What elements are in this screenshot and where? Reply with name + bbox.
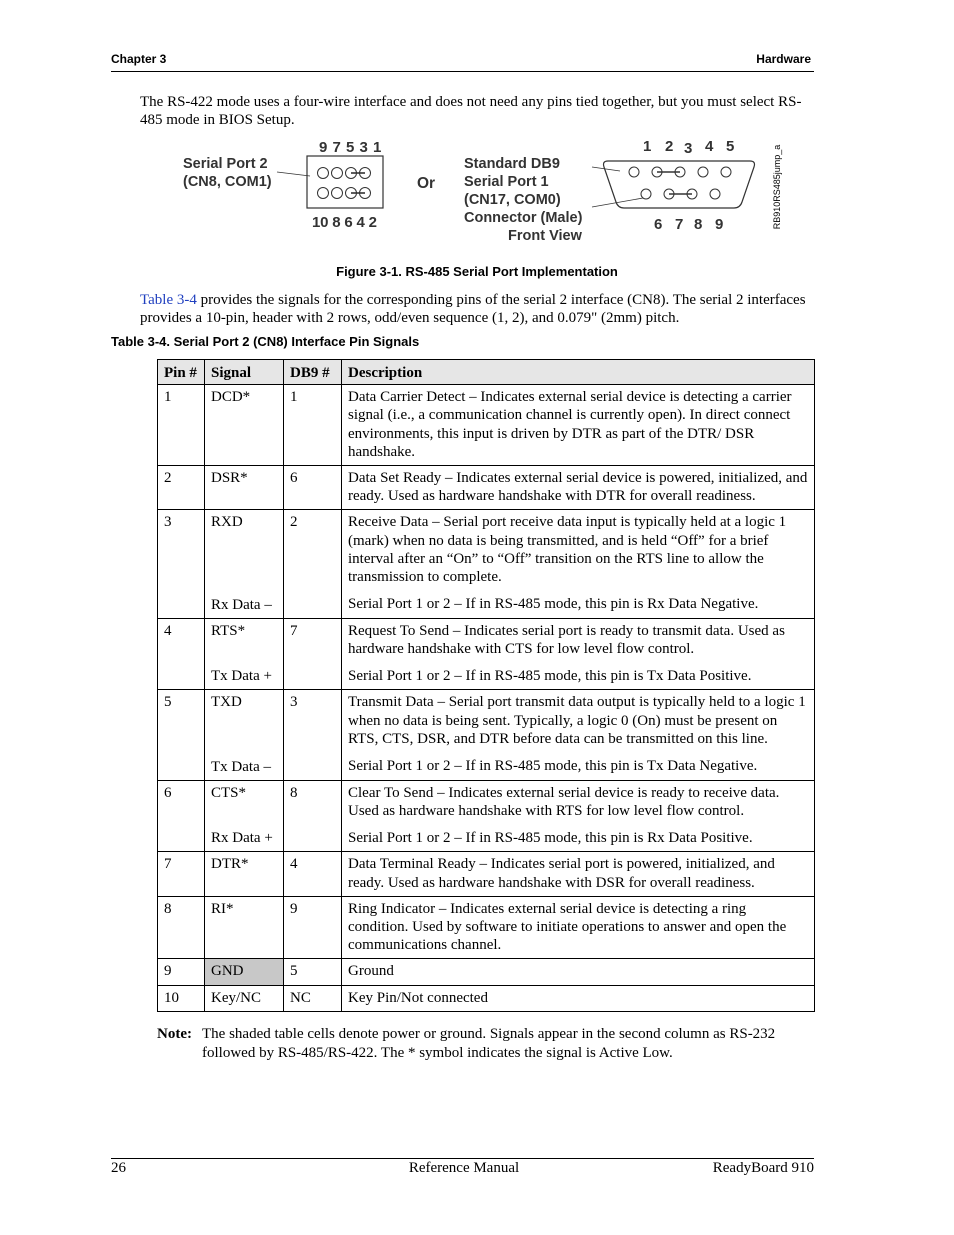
signal-name: RXD	[211, 514, 243, 531]
description-text: Data Terminal Ready – Indicates serial port is powered, initialized, and ready. Used as hardware handshake with DSR for overall readiness.	[348, 856, 775, 891]
description-cell	[342, 959, 815, 985]
header-db9: DB9 #	[284, 360, 342, 385]
table-row	[158, 985, 815, 1011]
figure: Serial Port 2 (CN8, COM1) 9 7 5 3 1 10 8 6 4 2 Or Standard DB9 Serial Port 1 (CN17, COM0) Connector (Male) Front View 1 2 3 4 5 6 7 8 9 RB910RS485jump_a	[183, 138, 782, 244]
table-row	[158, 690, 815, 780]
table-row	[158, 896, 815, 959]
art-id: RB910RS485jump_a	[772, 144, 782, 230]
signal-cell	[205, 690, 284, 780]
note-text: The shaded table cells denote power or ground. Signals appear in the second column as RS-232 followed by RS-485/RS-422. The * symbol indicates the signal is Active Low.	[202, 1026, 776, 1061]
table-row	[158, 780, 815, 852]
signal-cell	[205, 852, 284, 896]
description-cell	[342, 852, 815, 896]
db9-cell: 8	[284, 780, 342, 852]
description-text: Ring Indicator – Indicates external serial device is detecting a ring condition. Used by software to initiate operations to answer and open the communications channel.	[348, 900, 787, 954]
db9-cell: 9	[284, 896, 342, 959]
section-label: Hardware	[756, 52, 811, 66]
pin-cell: 3	[158, 510, 205, 618]
signal-cell	[205, 780, 284, 852]
figure-caption: Figure 3-1. RS-485 Serial Port Implementation	[336, 264, 618, 279]
signal-cell	[205, 618, 284, 690]
table-row	[158, 510, 815, 618]
header-connector-diagram	[275, 150, 415, 230]
rs485-signal-name: Tx Data +	[211, 668, 272, 685]
db9-cell: NC	[284, 985, 342, 1011]
signal-name: RTS*	[211, 622, 246, 639]
table-row	[158, 959, 815, 985]
pin-cell: 4	[158, 618, 205, 690]
signal-cell	[205, 959, 284, 985]
header-pins	[318, 168, 371, 199]
description-text: Transmit Data – Serial port transmit data output is typically held to a logic 1 when no data is being sent. Typically, a logic 0 (On) must be present on RTS, CTS, DSR, and DTR before data can be transmitted on this line.	[348, 694, 806, 747]
description-text: Receive Data – Serial port receive data input is typically held at a logic 1 (mark) when no data is being transmitted, and is held “Off” for a brief interval after an “On” to “Off” transition on the RTS line to allow the transmission to complete.	[348, 514, 787, 586]
header-rule	[111, 71, 814, 72]
db9-cell: 3	[284, 690, 342, 780]
table-caption: Table 3-4. Serial Port 2 (CN8) Interface Pin Signals	[111, 334, 420, 349]
rs485-description-text: Serial Port 1 or 2 – If in RS-485 mode, this pin is Tx Data Positive.	[348, 668, 752, 685]
footer-product: ReadyBoard 910	[712, 1160, 814, 1176]
table-link[interactable]: Table 3-4	[140, 292, 197, 308]
table-row	[158, 852, 815, 896]
db9-cell: 5	[284, 959, 342, 985]
note	[157, 1025, 817, 1063]
note-label: Note:	[157, 1026, 192, 1042]
pin-cell: 10	[158, 985, 205, 1011]
db9-cell: 2	[284, 510, 342, 618]
pointer-line	[277, 172, 310, 176]
db9-cell: 6	[284, 466, 342, 510]
db9-connector-diagram	[588, 152, 758, 222]
signal-cell	[205, 985, 284, 1011]
description-text: Clear To Send – Indicates external serial device is ready to receive data. Used as hardware handshake with RTS for low level flow control.	[348, 784, 780, 820]
table-row	[158, 466, 815, 510]
signal-name: DSR*	[211, 470, 248, 487]
signal-cell	[205, 510, 284, 618]
rs485-description-text: Serial Port 1 or 2 – If in RS-485 mode, this pin is Tx Data Negative.	[348, 758, 758, 775]
table-row	[158, 385, 815, 466]
pin-signals-table	[157, 359, 815, 1012]
db9-cell: 7	[284, 618, 342, 690]
serial-port2-label: Serial Port 2 (CN8, COM1)	[183, 156, 272, 190]
signal-cell	[205, 896, 284, 959]
description-cell	[342, 466, 815, 510]
signal-cell	[205, 466, 284, 510]
table-row	[158, 618, 815, 690]
pointer-line	[592, 167, 620, 171]
pin-cell: 2	[158, 466, 205, 510]
footer-rule	[111, 1158, 814, 1159]
jumper-links	[351, 173, 365, 193]
header-outline	[307, 156, 383, 208]
pin-cell: 5	[158, 690, 205, 780]
signal-name: Key/NC	[211, 989, 261, 1006]
header-signal: Signal	[205, 360, 284, 385]
rs485-signal-name: Tx Data –	[211, 758, 271, 775]
description-cell	[342, 780, 815, 852]
description-cell	[342, 510, 815, 618]
intro-paragraph: The RS-422 mode uses a four-wire interface and does not need any pins tied together, but you must select RS-485 mode in BIOS Setup.	[140, 94, 802, 128]
header-pin: Pin #	[158, 360, 205, 385]
rs485-description-text: Serial Port 1 or 2 – If in RS-485 mode, this pin is Rx Data Negative.	[348, 596, 759, 613]
description-text: Request To Send – Indicates serial port is ready to transmit data. Used as hardware handshake with CTS for low level flow control.	[348, 622, 785, 658]
signal-name: TXD	[211, 694, 242, 711]
description-cell	[342, 690, 815, 780]
description-text: Data Carrier Detect – Indicates external serial device is detecting a carrier signal (i.e., a communication channel is currently open). In direct connect environments, this input is driven by DTR as part of the DTR/ DSR handshake.	[348, 389, 792, 460]
rs485-signal-name: Rx Data –	[211, 596, 272, 613]
rs485-signal-name: Rx Data +	[211, 830, 273, 847]
table-intro-paragraph: Table 3-4 provides the signals for the corresponding pins of the serial 2 interface (CN8). The serial 2 interfaces provides a 10-pin, header with 2 rows, odd/even sequence (1, 2), and 0.079" (2mm) pitch.	[140, 292, 806, 326]
description-cell	[342, 985, 815, 1011]
signal-name: CTS*	[211, 784, 247, 801]
db9-cell: 4	[284, 852, 342, 896]
pin-cell: 7	[158, 852, 205, 896]
signal-name: DTR*	[211, 856, 249, 873]
header-top-numbers: 9 7 5 3 1	[319, 139, 382, 156]
description-cell	[342, 896, 815, 959]
rs485-description-text: Serial Port 1 or 2 – If in RS-485 mode, this pin is Rx Data Positive.	[348, 830, 753, 847]
db9-label: Standard DB9 Serial Port 1 (CN17, COM0) Connector (Male) Front View	[464, 156, 583, 244]
description-cell	[342, 618, 815, 690]
pin-cell: 1	[158, 385, 205, 466]
pin-cell: 9	[158, 959, 205, 985]
chapter-label: Chapter 3	[111, 52, 167, 66]
or-text: Or	[417, 175, 436, 192]
signal-name: GND	[211, 963, 244, 980]
signal-cell	[205, 385, 284, 466]
description-text: Ground	[348, 963, 394, 980]
db9-cell: 1	[284, 385, 342, 466]
footer-doc-title: Reference Manual	[408, 1160, 520, 1176]
page-number: 26	[111, 1160, 126, 1176]
description-cell	[342, 385, 815, 466]
header-description: Description	[342, 360, 815, 385]
header-bottom-numbers: 10 8 6 4 2	[312, 214, 377, 231]
table-header-row	[158, 360, 815, 385]
signal-name: DCD*	[211, 389, 251, 406]
signal-name: RI*	[211, 900, 234, 917]
description-text: Data Set Ready – Indicates external serial device is powered, initialized, and ready. Used as hardware handshake with DTR for overall readiness.	[348, 470, 808, 505]
pin-cell: 8	[158, 896, 205, 959]
pin-cell: 6	[158, 780, 205, 852]
description-text: Key Pin/Not connected	[348, 989, 488, 1006]
db9-jumper-links	[657, 172, 692, 194]
